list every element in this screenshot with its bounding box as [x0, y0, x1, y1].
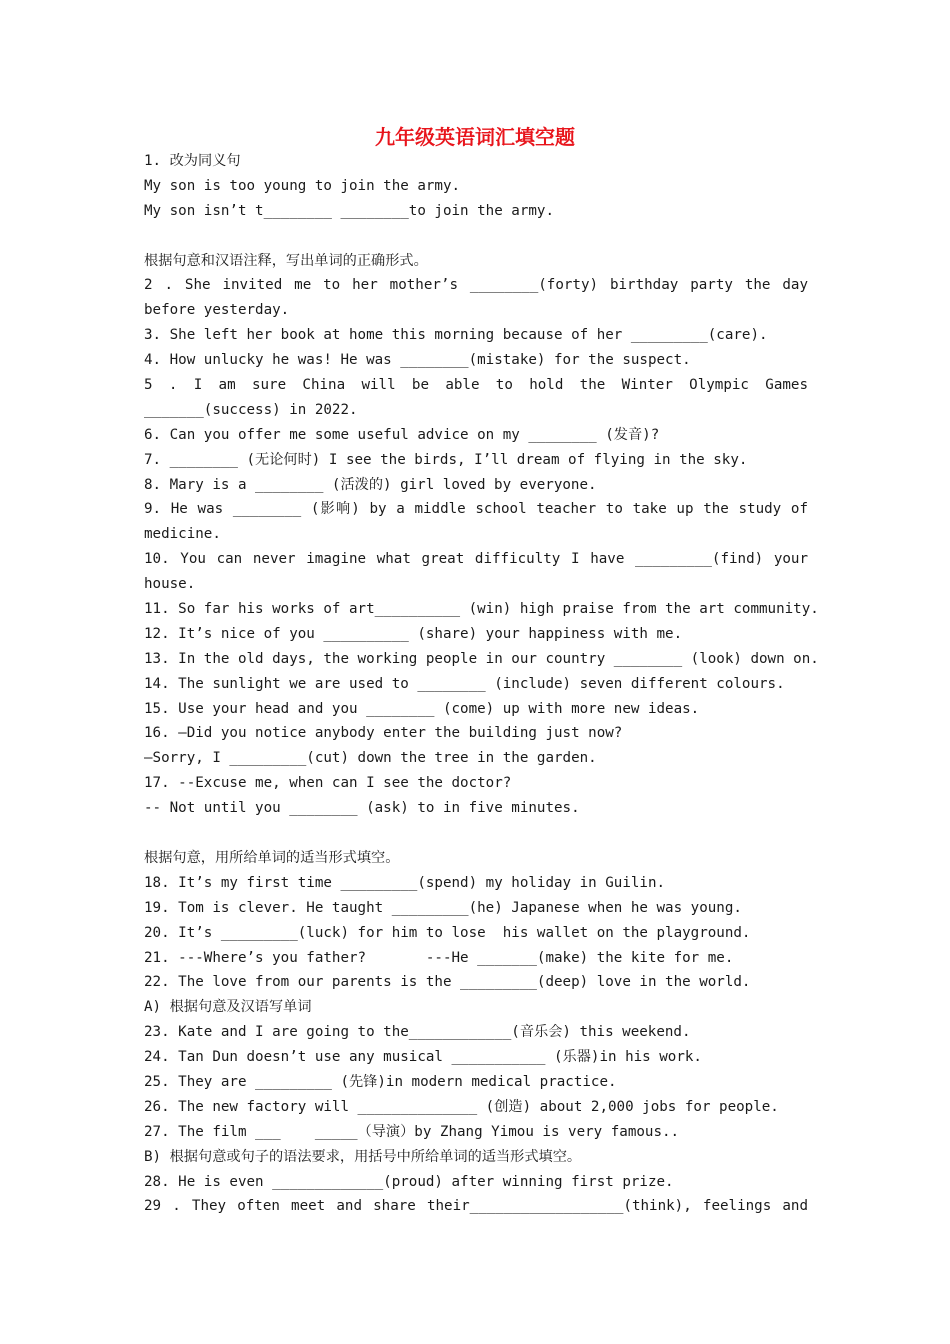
text-line: 4. How unlucky he was! He was ________(mistake) for the suspect. [144, 352, 691, 369]
text-line: 20. It’s _________(luck) for him to lose his wallet on the playground. [144, 924, 751, 941]
text-line: 27. The film ___ _____（导演）by Zhang Yimou is very famous.. [144, 1123, 680, 1140]
text-line: 10. You can never imagine what great difficulty I have _________(find) your [144, 551, 808, 568]
blank-line [144, 224, 808, 249]
text-line: 3. She left her book at home this morning because of her _________(care). [144, 327, 768, 344]
text-line: 24. Tan Dun doesn’t use any musical ___________ (乐器)in his work. [144, 1049, 702, 1066]
text-line: 13. In the old days, the working people in our country ________ (look) down on. [144, 650, 819, 667]
text-line: -- Not until you ________ (ask) to in five minutes. [144, 800, 580, 817]
text-line: 28. He is even _____________(proud) after winning first prize. [144, 1173, 674, 1190]
text-line: My son isn’t t________ ________to join the army. [144, 202, 554, 219]
text-line: 25. They are _________ (先锋)in modern medical practice. [144, 1073, 617, 1090]
text-line: 根据句意和汉语注释，写出单词的正确形式。 [144, 252, 428, 269]
text-line: 8. Mary is a ________ (活泼的) girl loved by everyone. [144, 476, 597, 493]
text-line: 6. Can you offer me some useful advice on my ________ (发音)? [144, 426, 660, 443]
text-line: 26. The new factory will ______________ (创造) about 2,000 jobs for people. [144, 1098, 779, 1115]
text-line: before yesterday. [144, 302, 290, 319]
text-line: _______(success) in 2022. [144, 401, 358, 418]
text-line: My son is too young to join the army. [144, 177, 461, 194]
text-line: 5 . I am sure China will be able to hold the Winter Olympic Games [144, 377, 808, 394]
text-line: 19. Tom is clever. He taught _________(he) Japanese when he was young. [144, 899, 742, 916]
text-line: 12. It’s nice of you __________ (share) your happiness with me. [144, 625, 683, 642]
text-line: 15. Use your head and you ________ (come) up with more new ideas. [144, 700, 700, 717]
text-line: 22. The love from our parents is the _________(deep) love in the world. [144, 974, 751, 991]
text-line: house. [144, 576, 196, 593]
text-line: 1. 改为同义句 [144, 153, 241, 169]
text-line: 17. --Excuse me, when can I see the doctor? [144, 775, 512, 792]
text-line: B) 根据句意或句子的语法要求，用括号中所给单词的适当形式填空。 [144, 1148, 582, 1165]
text-line: 11. So far his works of art__________ (win) high praise from the art community. [144, 601, 819, 618]
text-line: 7. ________ (无论何时) I see the birds, I’ll dream of flying in the sky. [144, 451, 748, 468]
text-line: medicine. [144, 526, 221, 543]
text-line: —Sorry, I _________(cut) down the tree in the garden. [144, 750, 597, 767]
text-line: 14. The sunlight we are used to ________ (include) seven different colours. [144, 675, 785, 692]
page-title: 九年级英语词汇填空题 [375, 125, 575, 149]
exercise-body [144, 149, 819, 1219]
text-line: 23. Kate and I are going to the____________(音乐会) this weekend. [144, 1024, 691, 1041]
text-line: 9. He was ________ (影响) by a middle school teacher to take up the study of [144, 501, 808, 518]
text-line: 21. ---Where’s you father? ---He _______(make) the kite for me. [144, 949, 734, 966]
text-line: 16. —Did you notice anybody enter the building just now? [144, 725, 623, 742]
text-line: A) 根据句意及汉语写单词 [144, 999, 312, 1016]
text-line: 29 . They often meet and share their__________________(think), feelings and [144, 1198, 808, 1215]
blank-line [144, 821, 808, 846]
text-line: 根据句意，用所给单词的适当形式填空。 [144, 849, 400, 866]
text-line: 2 . She invited me to her mother’s ________(forty) birthday party the day [144, 277, 808, 294]
text-line: 18. It’s my first time _________(spend) my holiday in Guilin. [144, 874, 666, 891]
